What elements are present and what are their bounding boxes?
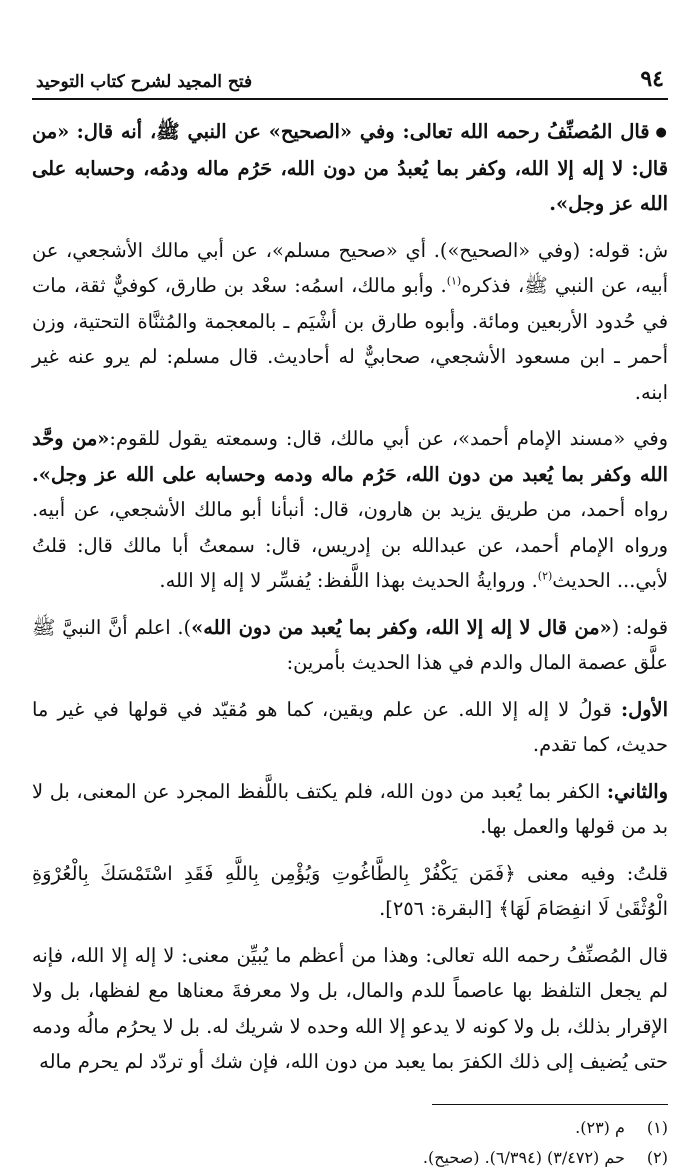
paragraph-first: الأول: قولُ لا إله إلا الله. عن علم ويقين، كما هو مُقيّد في قولها في غير ما حديث، كما تقدم. [32, 697, 668, 757]
page-number: ٩٤ [640, 66, 664, 92]
footnote-2: (٢)حم (٣/٤٧٢) (٦/٣٩٤). (صحيح). [422, 1147, 668, 1167]
paragraph-musnad: وفي «مسند الإمام أحمد»، عن أبي مالك، قال: وسمعته يقول للقوم:«من وحَّد الله وكفر بما يُعبد من دون الله، حَرُم ماله ودمه وحسابه على الله عز وجل». رواه أحمد، من طريق يزيد بن هارون، قال: أنبأنا أبو مالك الأشجعي، عن أبيه. ورواه الإمام أحمد، عن عبدالله بن إدريس، قال: سمعتُ أبا مالك قال: قلتُ لأبي... الحديث$^{(٢)}$. وروايةُ الحديث بهذا اللَّفظ: يُفسِّر لا إله إلا الله. [32, 427, 669, 593]
footnote-separator [432, 1104, 668, 1105]
page-body [32, 114, 668, 1173]
paragraph-commentary-1: ش: قوله: (وفي «الصحيح»). أي «صحيح مسلم»، عن أبي مالك الأشجعي، عن أبيه، عن النبي ﷺ، فذكره$^{(١)}$. وأبو مالك، اسمُه: سعْد بن طارق، كوفيٌّ ثقة، مات في حُدود الأربعين ومائة. وأبوه طارق بن أشْيَم ـ بالمعجمة والمُثنَّاة التحتية، وزن أحمر ـ ابن مسعود الأشجعي، صحابيٌّ له أحاديث. قال مسلم: لم يرو عنه غير ابنه. [32, 238, 668, 404]
book-page [32, 58, 668, 1173]
footnote-ref-2[interactable]: (٢) [537, 569, 553, 583]
page-header [32, 58, 668, 100]
paragraph-second: والثاني: الكفر بما يُعبد من دون الله، فلم يكتف باللَّفظ المجرد عن المعنى، بل لا بد من قولها والعمل بها. [32, 779, 668, 839]
paragraph-author-quote: ●قال المُصنِّفُ رحمه الله تعالى: وفي «الصحيح» عن النبي ﷺ، أنه قال: «من قال: لا إله إلا الله، وكفر بما يُعبدُ من دون الله، حَرُم ماله ودمُه، وحسابه على الله عز وجل». [32, 120, 669, 216]
bullet-dot-icon: ● [655, 125, 669, 141]
running-title: فتح المجيد لشرح كتاب التوحيد [36, 72, 253, 92]
footnote-1: (١)م (٢٣). [575, 1117, 668, 1137]
quran-verse: ﴿فَمَن يَكْفُرْ بِالطَّاغُوتِ وَيُؤْمِن بِاللَّهِ فَقَدِ اسْتَمْسَكَ بِالْعُرْوَةِ الْوُثْقَىٰ لَا انفِصَامَ لَهَا﴾ [32, 861, 668, 921]
paragraph-author-explanation: قال المُصنِّفُ رحمه الله تعالى: وهذا من أعظم ما يُبيِّن معنى: لا إله إلا الله، فإنه لم يجعل التلفظ بها عاصماً للدم والمال، بل ولا معرفةَ معناها مع لفظها، بل ولا الإقرار بذلك، بل ولا كونه لا يدعو إلا الله وحده لا شريك له. بل لا يحرُم مالُه ودمه حتى يُضيف إلى ذلك الكفرَ بما يعبد من دون الله، فإن شك أو تردّد لم يحرم ماله [32, 943, 668, 1074]
paragraph-quran-verse: قلتُ: وفيه معنى ﴿فَمَن يَكْفُرْ بِالطَّاغُوتِ وَيُؤْمِن بِاللَّهِ فَقَدِ اسْتَمْسَكَ بِالْعُرْوَةِ الْوُثْقَىٰ لَا انفِصَامَ لَهَا﴾ [البقرة: ٢٥٦]. [32, 861, 669, 921]
footnote-ref-1[interactable]: (١) [446, 274, 462, 288]
paragraph-two-matters: قوله: («من قال لا إله إلا الله، وكفر بما يُعبد من دون الله»). اعلم أنَّ النبيَّ ﷺ علَّق عصمة المال والدم في هذا الحديث بأمرين: [32, 615, 669, 675]
